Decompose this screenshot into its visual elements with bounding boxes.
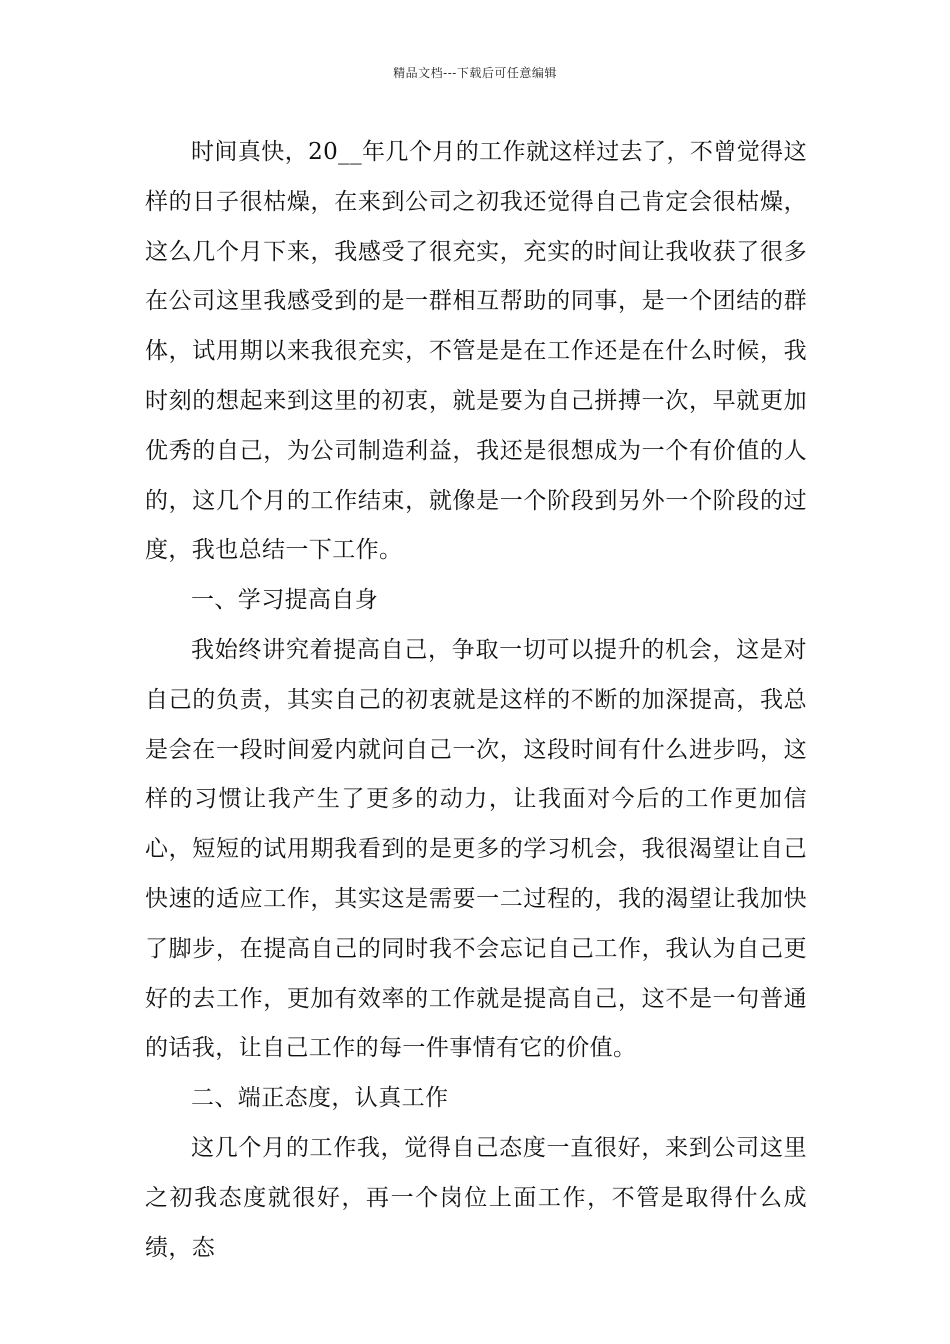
section-2-heading: 二、端正态度，认真工作 [191,1085,449,1112]
intro-paragraph: 时间真快，20__年几个月的工作就这样过去了，不曾觉得这样的日子很枯燥，在来到公司之初我还觉得自己肯定会很枯燥，这么几个月下来，我感受了很充实，充实的时间让我收获了很多在公司这里我感受到的是一群相互帮助的同事，是一个团结的群体，试用期以来我很充实，不管是是在工作还是在什么时候，我时刻的想起来到这里的初衷，就是要为自己拼搏一次，早就更加优秀的自己，为公司制造利益，我还是很想成为一个有价值的人的，这几个月的工作结束，就像是一个阶段到另外一个阶段的过度，我也总结一下工作。 [145,139,807,564]
page-header: 精品文档---下载后可任意编辑 [393,66,557,80]
section-2-paragraph: 这几个月的工作我，觉得自己态度一直很好，来到公司这里之初我态度就很好，再一个岗位上面工作，不管是取得什么成绩，态 [145,1134,807,1261]
section-1-heading: 一、学习提高自身 [191,587,379,614]
section-1-paragraph: 我始终讲究着提高自己，争取一切可以提升的机会，这是对自己的负责，其实自己的初衷就是这样的不断的加深提高，我总是会在一段时间爱内就问自己一次，这段时间有什么进步吗，这样的习惯让我产生了更多的动力，让我面对今后的工作更加信心，短短的试用期我看到的是更多的学习机会，我很渴望让自己快速的适应工作，其实这是需要一二过程的，我的渴望让我加快了脚步，在提高自己的同时我不会忘记自己工作，我认为自己更好的去工作，更加有效率的工作就是提高自己，这不是一句普通的话我，让自己工作的每一件事情有它的价值。 [145,636,807,1062]
document-body [145,128,807,1273]
